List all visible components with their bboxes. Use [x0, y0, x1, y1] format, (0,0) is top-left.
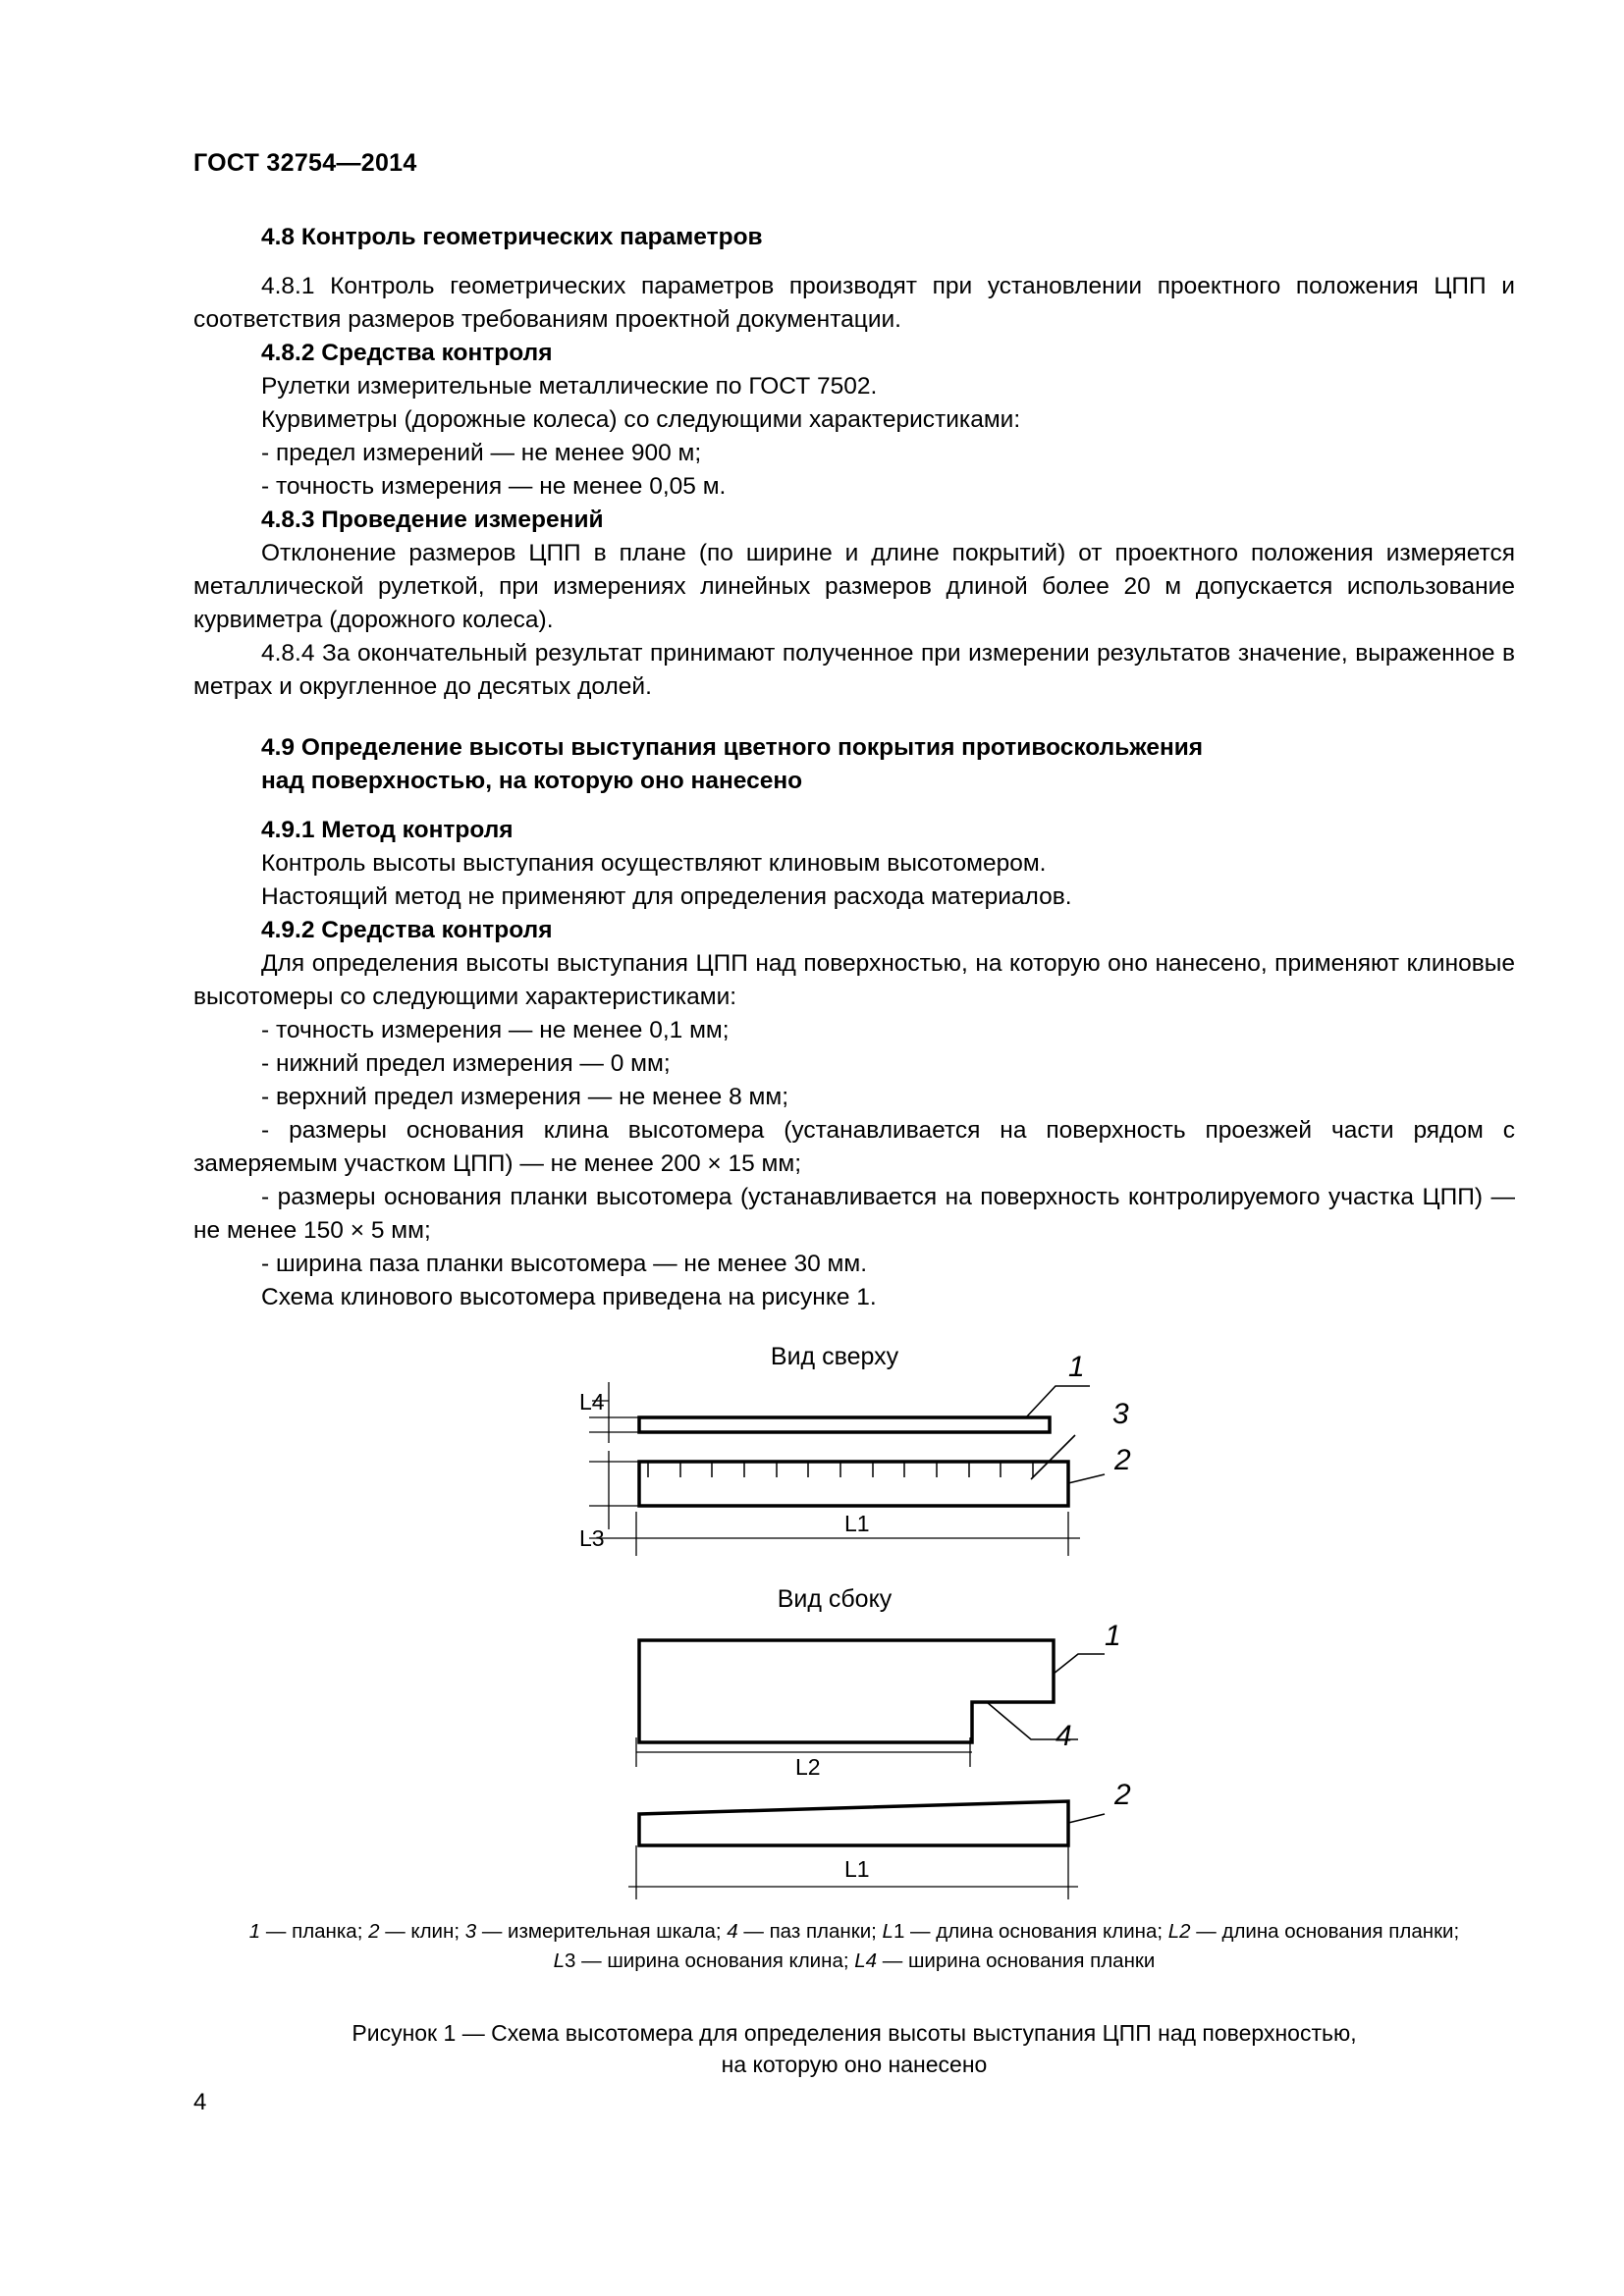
paragraph-roulette: Рулетки измерительные металлические по ГОСТ 7502. [261, 373, 878, 400]
legend-text-l2: — длина основания планки; [1190, 1920, 1460, 1943]
section-4-8-heading: 4.8 Контроль геометрических параметров [261, 224, 763, 250]
list-item-wedge-base: - размеры основания клина высотомера (устанавливается на поверхность проезжей части рядом с замеряемым участком ЦПП) — не менее 200 × 15 мм; [193, 1117, 1515, 1177]
legend-num-3: 3 [464, 1920, 477, 1943]
figure-legend [193, 1917, 1515, 1976]
legend-sym-l3: L [553, 1949, 566, 1972]
paragraph-4-8-1: 4.8.1 Контроль геометрических параметров производят при установлении проектного положения ЦПП и соответствия размеров требованиям проектной документации. [193, 273, 1515, 333]
legend-text-2: — клин; [379, 1920, 465, 1943]
paragraph-scheme-ref: Схема клинового высотомера приведена на рисунке 1. [261, 1284, 877, 1310]
wedge-side-view [639, 1801, 1068, 1845]
callout-3: 3 [1112, 1398, 1129, 1430]
measuring-scale [648, 1462, 1033, 1477]
legend-text-l3: 3 — ширина основания клина; [565, 1949, 855, 1972]
paragraph-tools: Для определения высоты выступания ЦПП над поверхностью, на которую оно нанесено, применяют клиновые высотомеры со следующими характеристиками: [193, 950, 1515, 1010]
legend-text-3: — измерительная шкала; [476, 1920, 728, 1943]
subsection-4-8-2-heading: 4.8.2 Средства контроля [261, 340, 553, 366]
leader-lines [987, 1386, 1105, 1823]
legend-sym-l2: L2 [1167, 1920, 1191, 1943]
wedge-top-view [639, 1462, 1068, 1506]
plank-top-view [639, 1417, 1050, 1432]
list-item-accuracy-mm: - точность измерения — не менее 0,1 мм; [261, 1017, 730, 1043]
figure-1 [569, 1320, 1131, 1904]
figure-caption [193, 2017, 1515, 2080]
legend-sym-l1: L [882, 1920, 893, 1943]
callout-4: 4 [1056, 1720, 1072, 1752]
subsection-4-8-3-heading: 4.8.3 Проведение измерений [261, 507, 604, 533]
gauge-parts [639, 1417, 1068, 1845]
legend-sym-l4: L4 [854, 1949, 878, 1972]
document-header: ГОСТ 32754—2014 [193, 149, 417, 177]
height-gauge-diagram [569, 1320, 1131, 1904]
legend-text-l1: 1 — длина основания клина; [893, 1920, 1168, 1943]
paragraph-deviation: Отклонение размеров ЦПП в плане (по ширине и длине покрытий) от проектного положения измеряется металлической рулеткой, при измерениях линейных размеров длиной более 20 м допускается использование курвиметра (дорожного колеса). [193, 540, 1515, 633]
dimension-l1-side: L1 [844, 1856, 870, 1882]
dimension-l4: L4 [579, 1389, 605, 1415]
section-4-9-heading [193, 731, 1515, 798]
caption-line1: Рисунок 1 — Схема высотомера для определения высоты выступания ЦПП над поверхностью, [352, 2020, 1357, 2046]
page-number: 4 [193, 2089, 207, 2115]
section-4-9-heading-line1: 4.9 Определение высоты выступания цветного покрытия противоскольжения [261, 734, 1204, 761]
dimension-l3: L3 [579, 1525, 605, 1551]
legend-num-4: 4 [727, 1920, 738, 1943]
legend-text-l4: — ширина основания планки [877, 1949, 1156, 1972]
caption-line2: на которую оно нанесено [721, 2052, 988, 2077]
paragraph-method: Контроль высоты выступания осуществляют клиновым высотомером. [261, 850, 1047, 877]
list-item-accuracy: - точность измерения — не менее 0,05 м. [261, 473, 727, 500]
paragraph-not-applied: Настоящий метод не применяют для определения расхода материалов. [261, 883, 1072, 910]
subsection-4-9-1-heading: 4.9.1 Метод контроля [261, 817, 514, 843]
dimension-l2: L2 [795, 1754, 821, 1780]
list-item-upper-limit: - верхний предел измерения — не менее 8 мм; [261, 1084, 789, 1110]
legend-line2 [193, 1947, 1515, 1976]
subsection-4-9-2-heading: 4.9.2 Средства контроля [261, 917, 553, 943]
plank-side-view [639, 1640, 1054, 1742]
legend-line1 [193, 1917, 1515, 1947]
side-view-title: Вид сбоку [777, 1585, 893, 1613]
callout-2-side: 2 [1114, 1779, 1131, 1811]
section-4-9-heading-line2: над поверхностью, на которую оно нанесено [261, 768, 803, 794]
paragraph-curvimeter: Курвиметры (дорожные колеса) со следующими характеристиками: [261, 406, 1021, 433]
dimension-l1-top: L1 [844, 1511, 870, 1536]
callout-1-side: 1 [1105, 1620, 1121, 1652]
callout-2-top: 2 [1114, 1444, 1131, 1476]
legend-text-1: — планка; [260, 1920, 369, 1943]
list-item-limit: - предел измерений — не менее 900 м; [261, 440, 702, 466]
legend-num-2: 2 [368, 1920, 380, 1943]
list-item-plank-base: - размеры основания планки высотомера (устанавливается на поверхность контролируемого участка ЦПП) — не менее 150 × 5 мм; [193, 1184, 1515, 1244]
top-view-title: Вид сверху [770, 1343, 899, 1370]
paragraph-4-8-4: 4.8.4 За окончательный результат принимают полученное при измерении результатов значение, выраженное в метрах и округленное до десятых долей. [193, 640, 1515, 700]
legend-text-4: — паз планки; [737, 1920, 883, 1943]
document-body [193, 221, 1515, 1314]
list-item-slot-width: - ширина паза планки высотомера — не менее 30 мм. [261, 1251, 868, 1277]
callout-1-top: 1 [1068, 1351, 1085, 1383]
list-item-lower-limit: - нижний предел измерения — 0 мм; [261, 1050, 671, 1077]
legend-num-1: 1 [248, 1920, 261, 1943]
